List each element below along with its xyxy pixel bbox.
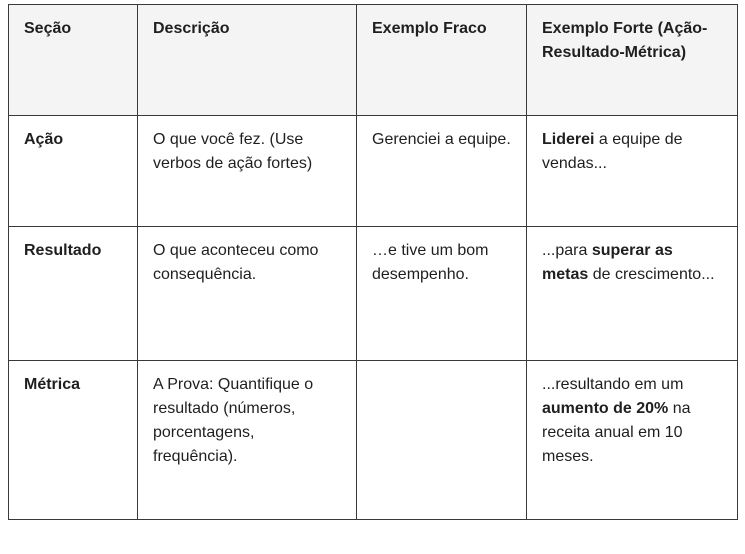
- strong-text-before: ...resultando em um: [542, 376, 684, 393]
- row-strong-example: [527, 227, 738, 361]
- row-description: O que aconteceu como consequência.: [138, 227, 357, 361]
- row-weak-example: Gerenciei a equipe.: [357, 116, 527, 227]
- strong-text-bold: Liderei: [542, 131, 595, 148]
- strong-text-bold: superar as metas: [542, 242, 673, 283]
- table-body: [9, 116, 738, 520]
- row-strong-example: [527, 116, 738, 227]
- table-row: [9, 361, 738, 520]
- row-section-label: Métrica: [9, 361, 138, 520]
- strong-text-before: ...para: [542, 242, 592, 259]
- row-weak-example: [357, 361, 527, 520]
- row-strong-example: [527, 361, 738, 520]
- row-description: O que você fez. (Use verbos de ação fortes): [138, 116, 357, 227]
- row-description: A Prova: Quantifique o resultado (números, porcentagens, frequência).: [138, 361, 357, 520]
- header-description: Descrição: [138, 5, 357, 116]
- table-row: [9, 227, 738, 361]
- table-row: [9, 116, 738, 227]
- header-row: [9, 5, 738, 116]
- comparison-table: [8, 4, 738, 520]
- table-header: [9, 5, 738, 116]
- header-section: Seção: [9, 5, 138, 116]
- header-weak-example: Exemplo Fraco: [357, 5, 527, 116]
- strong-text-after: de crescimento...: [588, 266, 715, 283]
- row-weak-example: …e tive um bom desempenho.: [357, 227, 527, 361]
- row-section-label: Ação: [9, 116, 138, 227]
- header-strong-example: Exemplo Forte (Ação-Resultado-Métrica): [527, 5, 738, 116]
- strong-text-bold: aumento de 20%: [542, 400, 669, 417]
- strong-text-after: a equipe de vendas...: [542, 131, 683, 172]
- strong-text-after: na receita anual em 10 meses.: [542, 400, 691, 465]
- row-section-label: Resultado: [9, 227, 138, 361]
